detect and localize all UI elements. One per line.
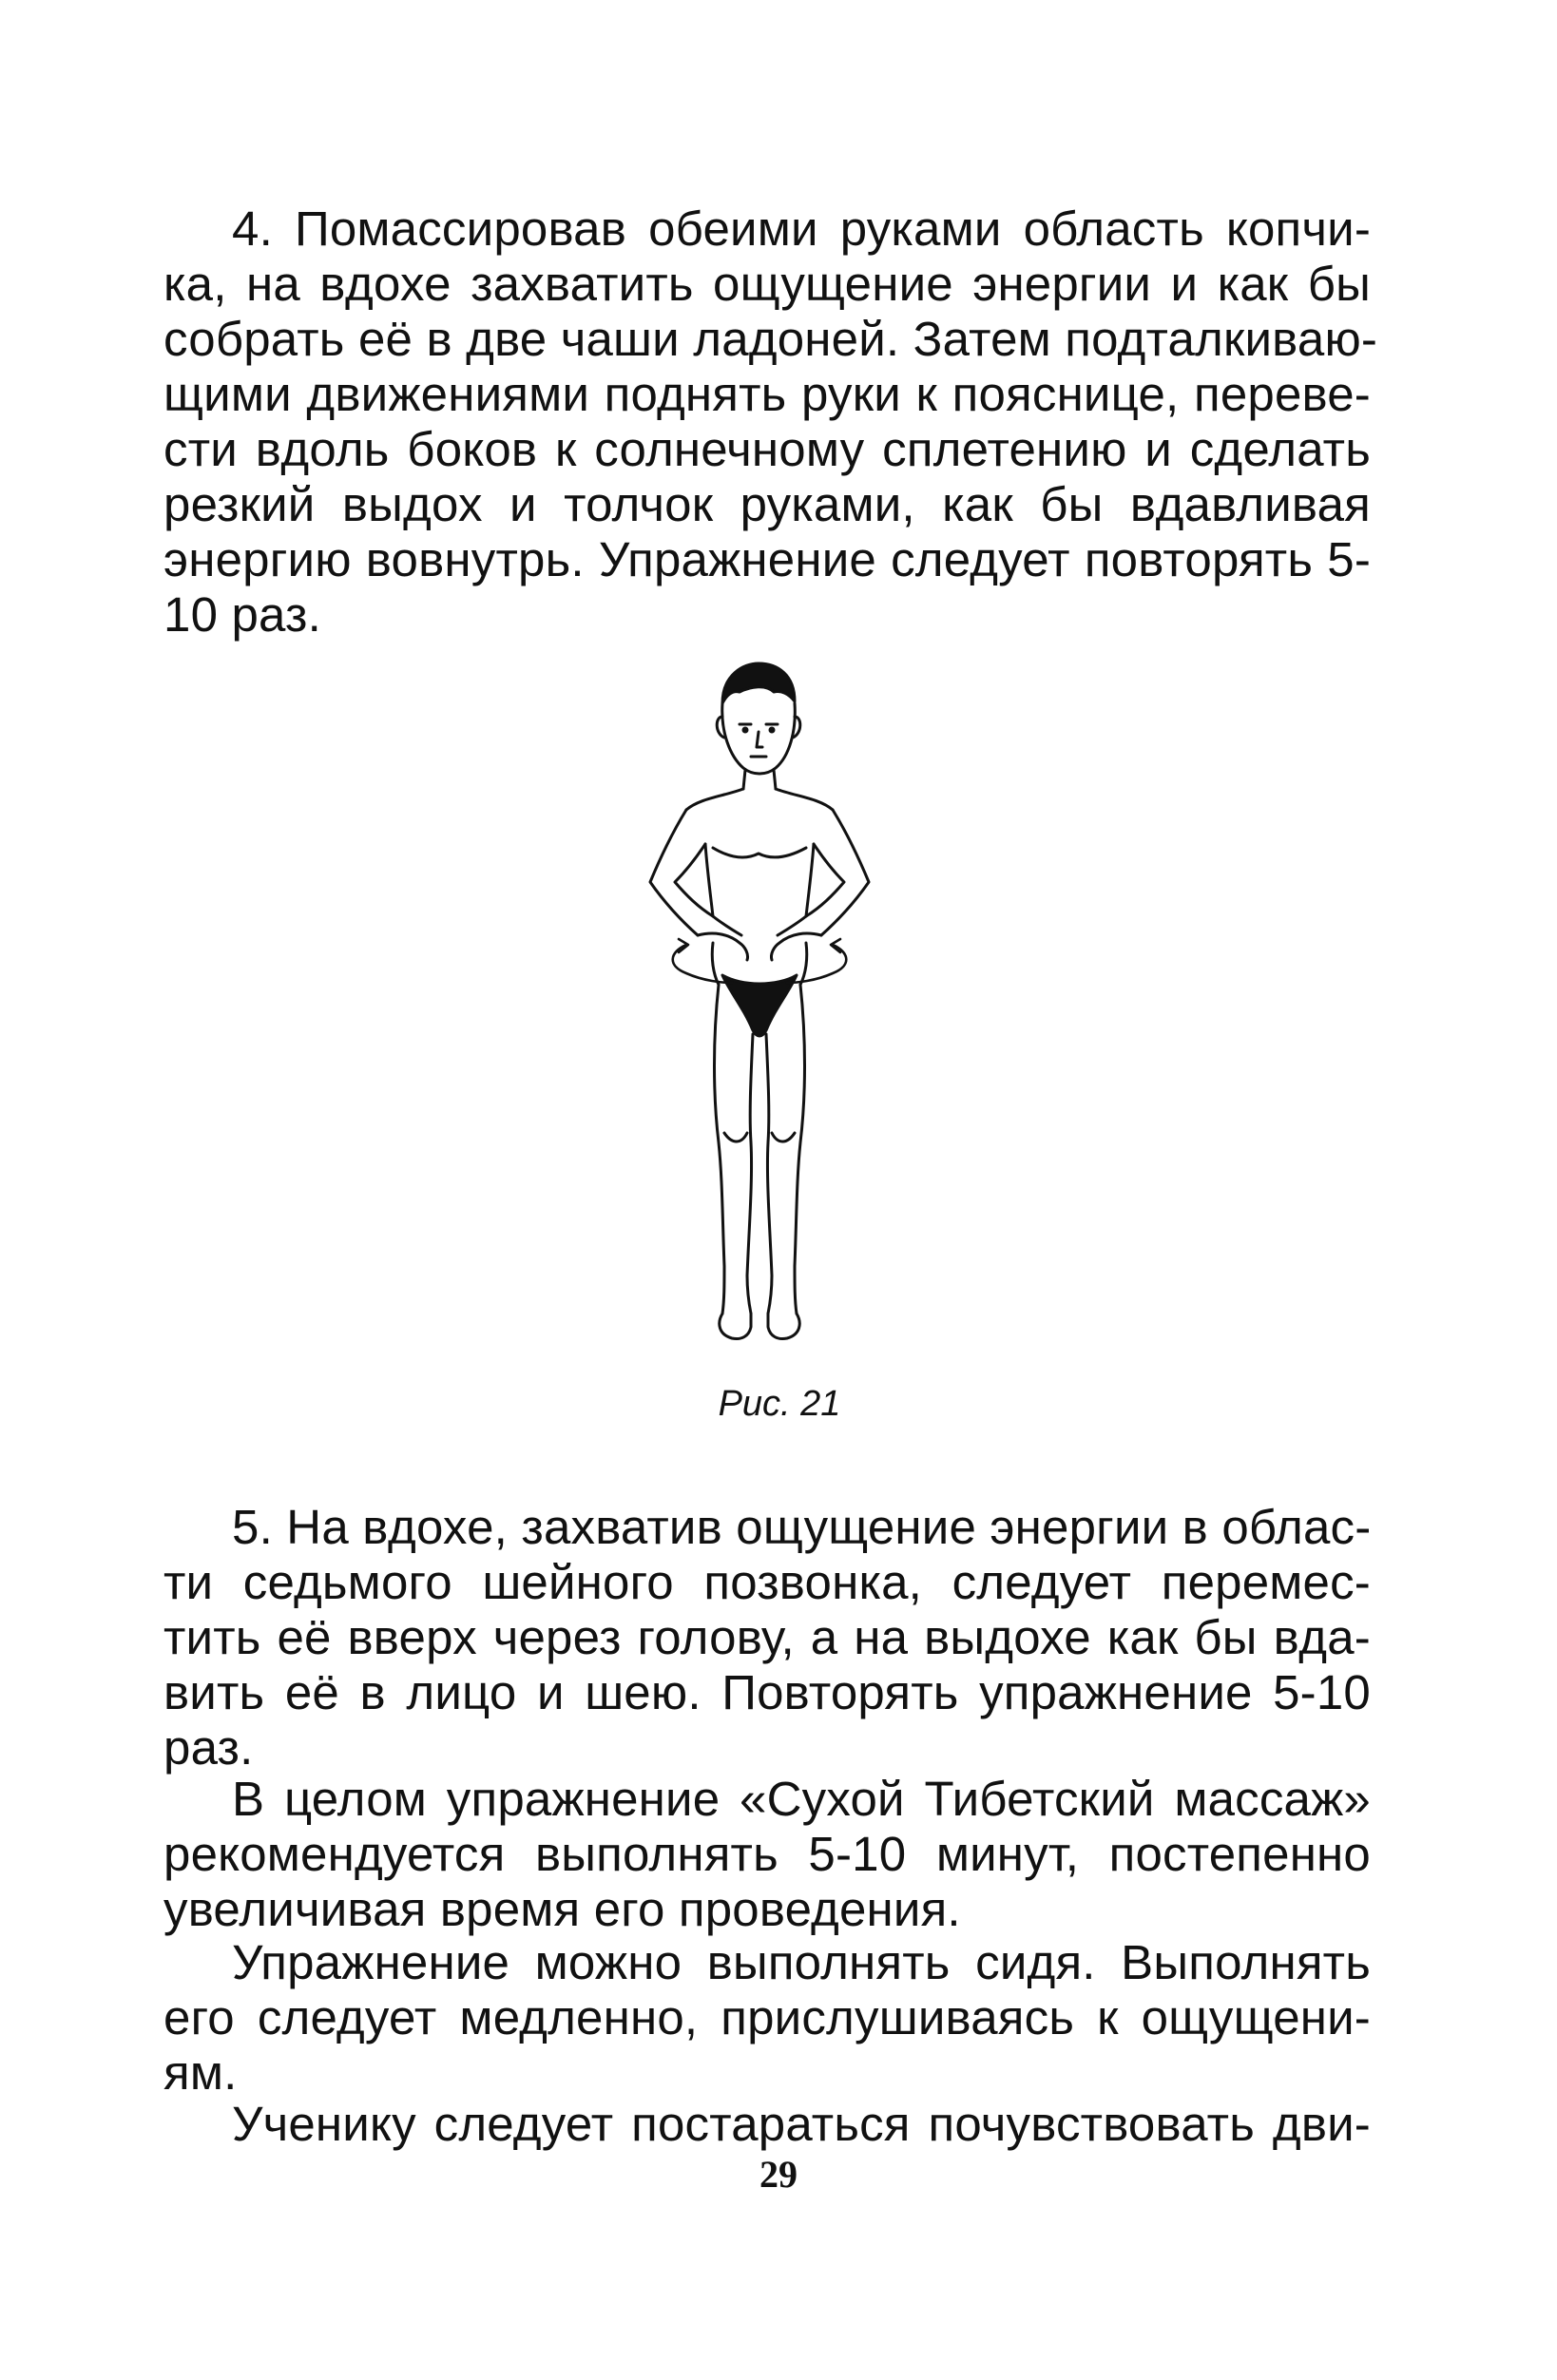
- paragraph-line: ка, на вдохе захватить ощущение энергии и как бы: [163, 257, 1371, 311]
- paragraph-line: 10 раз.: [163, 587, 322, 642]
- paragraph-line: раз.: [163, 1720, 254, 1775]
- paragraph-general: [163, 1772, 1371, 1937]
- paragraph-student: [163, 2097, 1371, 2152]
- paragraph-line: резкий выдох и толчок руками, как бы вдавливая: [163, 477, 1371, 531]
- paragraph-line: рекомендуется выполнять 5-10 минут, постепенно: [163, 1827, 1371, 1881]
- paragraph-line: ям.: [163, 2045, 238, 2100]
- paragraph-sitting: [163, 1935, 1371, 2101]
- paragraph-line: Упражнение можно выполнять сидя. Выполнять: [232, 1935, 1371, 1989]
- paragraph-line: В целом упражнение «Сухой Тибетский массаж»: [232, 1772, 1371, 1826]
- paragraph-step-4: [163, 202, 1378, 643]
- paragraph-step-5: [163, 1500, 1371, 1775]
- paragraph-line: тить её вверх через голову, а на выдохе как бы вда-: [163, 1610, 1371, 1664]
- paragraph-line: ти седьмого шейного позвонка, следует перемес-: [163, 1555, 1371, 1609]
- figure-standing-person-illustration: [580, 658, 932, 1361]
- paragraph-line: вить её в лицо и шею. Повторять упражнение 5-10: [163, 1665, 1371, 1719]
- figure-caption: Рис. 21: [718, 1384, 841, 1424]
- paragraph-line: 4. Помассировав обеими руками область копчи-: [232, 202, 1371, 256]
- paragraph-line: его следует медленно, прислушиваясь к ощущени-: [163, 1990, 1371, 2044]
- page-number: 29: [759, 2153, 798, 2196]
- paragraph-line: собрать её в две чаши ладоней. Затем подталкиваю-: [163, 312, 1378, 366]
- paragraph-line: увеличивая время его проведения.: [163, 1882, 961, 1936]
- paragraph-line: щими движениями поднять руки к пояснице, переве-: [163, 367, 1371, 421]
- paragraph-line: энергию вовнутрь. Упражнение следует повторять 5-: [163, 532, 1371, 586]
- paragraph-line: 5. На вдохе, захватив ощущение энергии в облас-: [232, 1500, 1372, 1554]
- paragraph-line: сти вдоль боков к солнечному сплетению и сделать: [163, 422, 1371, 476]
- paragraph-line: Ученику следует постараться почувствовать дви-: [232, 2097, 1371, 2151]
